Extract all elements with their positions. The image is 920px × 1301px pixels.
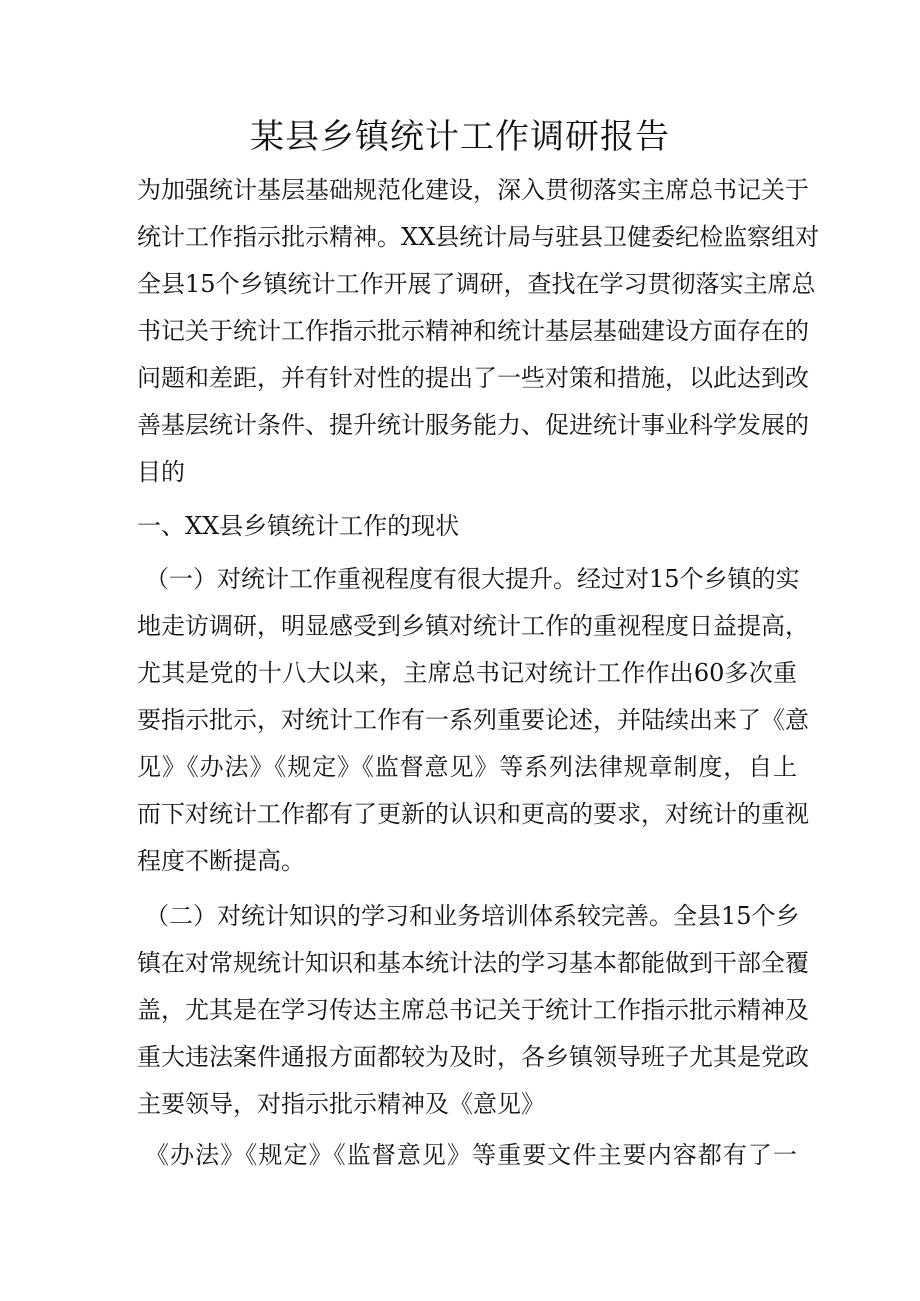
paragraph-line: 全县15个乡镇统计工作开展了调研，查找在学习贯彻落实主席总: [137, 270, 816, 298]
paragraph-line: 而下对统计工作都有了更新的认识和更高的要求，对统计的重视: [137, 800, 809, 828]
paragraph-line: 为加强统计基层基础规范化建设，深入贯彻落实主席总书记关于: [137, 176, 809, 204]
section-heading: 一、XX县乡镇统计工作的现状: [137, 512, 460, 540]
paragraph-line: 善基层统计条件、提升统计服务能力、促进统计事业科学发展的: [137, 411, 809, 439]
paragraph-line: 尤其是党的十八大以来，主席总书记对统计工作作出60多次重: [137, 659, 797, 687]
paragraph-line: 书记关于统计工作指示批示精神和统计基层基础建设方面存在的: [137, 317, 809, 345]
paragraph-line: 主要领导，对指示批示精神及《意见》: [137, 1090, 545, 1118]
paragraph-line: 《办法》《规定》《监督意见》等重要文件主要内容都有了一: [145, 1141, 797, 1169]
paragraph-line: 统计工作指示批示精神。XX县统计局与驻县卫健委纪检监察组对: [137, 223, 820, 251]
paragraph-line: （一）对统计工作重视程度有很大提升。经过对15个乡镇的实: [145, 565, 800, 593]
paragraph-line: 程度不断提高。: [137, 847, 305, 875]
paragraph-line: 问题和差距，并有针对性的提出了一些对策和措施，以此达到改: [137, 364, 809, 392]
paragraph-line: 盖，尤其是在学习传达主席总书记关于统计工作指示批示精神及: [137, 996, 809, 1024]
paragraph-line: 要指示批示，对统计工作有一系列重要论述，并陆续出来了《意: [137, 706, 809, 734]
paragraph-line: 地走访调研，明显感受到乡镇对统计工作的重视程度日益提高，: [137, 612, 809, 640]
paragraph-line: 重大违法案件通报方面都较为及时，各乡镇领导班子尤其是党政: [137, 1043, 809, 1071]
paragraph-line: 目的: [137, 458, 185, 486]
paragraph-line: 镇在对常规统计知识和基本统计法的学习基本都能做到干部全覆: [137, 949, 809, 977]
document-title: 某县乡镇统计工作调研报告: [250, 117, 670, 157]
paragraph-line: 见》《办法》《规定》《监督意见》等系列法律规章制度，自上: [137, 753, 797, 781]
paragraph-line: （二）对统计知识的学习和业务培训体系较完善。全县15个乡: [145, 902, 800, 930]
